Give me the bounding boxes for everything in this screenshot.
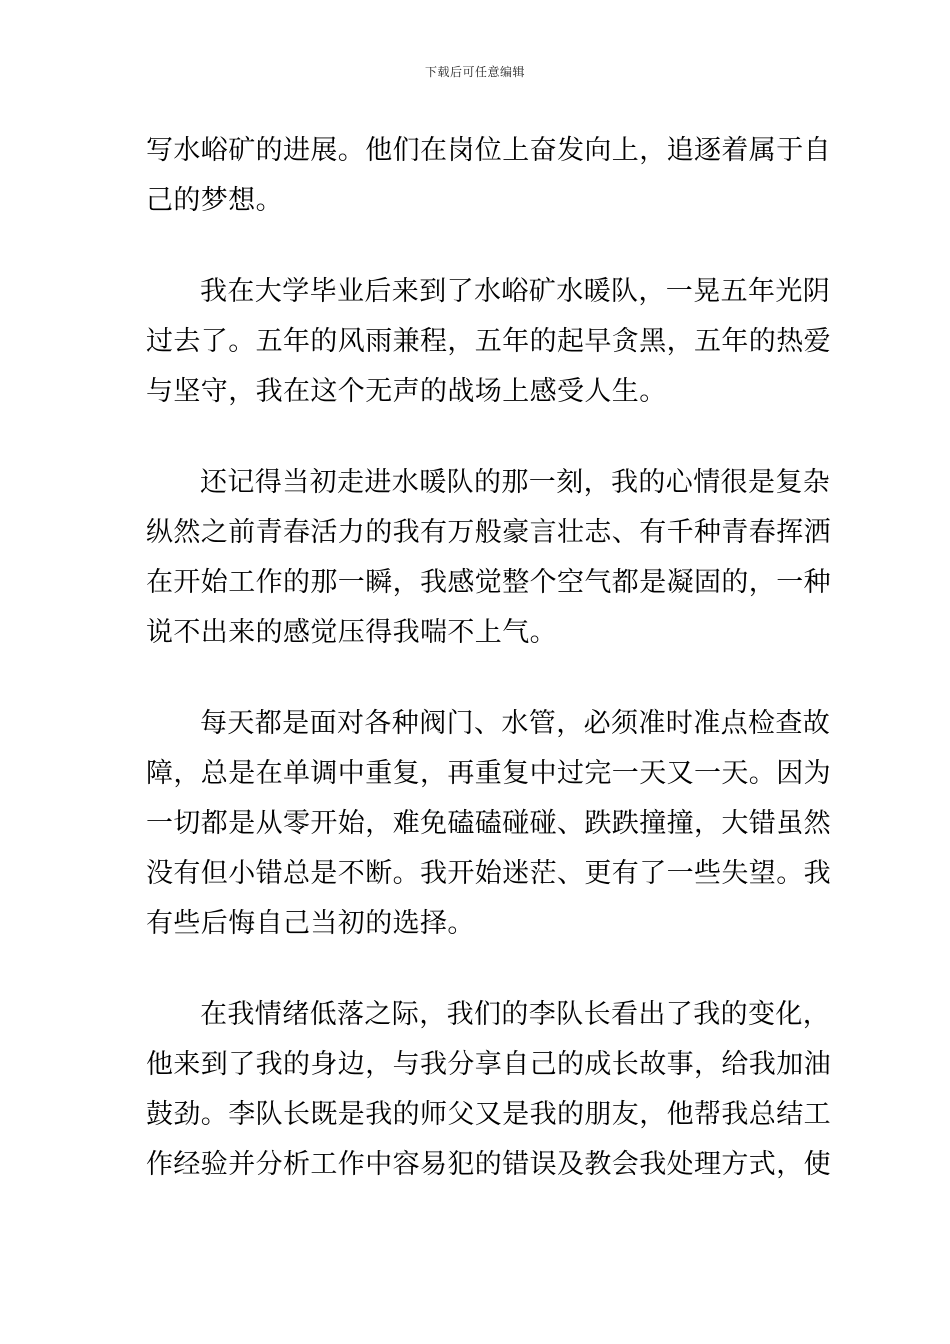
paragraph-gap bbox=[146, 949, 808, 990]
text-line: 没有但小错总是不断。我开始迷茫、更有了一些失望。我 bbox=[146, 858, 831, 889]
paragraph-gap bbox=[146, 658, 808, 699]
paragraph bbox=[146, 458, 831, 658]
text-line: 在我情绪低落之际，我们的李队长看出了我的变化， bbox=[200, 999, 831, 1030]
text-line: 有些后悔自己当初的选择。 bbox=[146, 908, 475, 939]
text-line: 一切都是从零开始，难免磕磕碰碰、跌跌撞撞，大错虽然 bbox=[146, 808, 831, 839]
paragraph bbox=[146, 990, 831, 1190]
text-line: 过去了。五年的风雨兼程，五年的起早贪黑，五年的热爱 bbox=[146, 326, 831, 357]
paragraph bbox=[146, 699, 831, 949]
text-line: 鼓劲。李队长既是我的师父又是我的朋友，他帮我总结工 bbox=[146, 1099, 831, 1130]
text-line: 纵然之前青春活力的我有万般豪言壮志、有千种青春挥洒 bbox=[146, 517, 831, 548]
paragraph-gap bbox=[146, 417, 808, 458]
text-line: 还记得当初走进水暖队的那一刻，我的心情很是复杂 bbox=[200, 467, 831, 498]
text-line: 他来到了我的身边，与我分享自己的成长故事，给我加油 bbox=[146, 1049, 831, 1080]
text-line: 与坚守，我在这个无声的战场上感受人生。 bbox=[146, 376, 667, 407]
page-header: 下载后可任意编辑 bbox=[424, 65, 525, 79]
paragraph-gap bbox=[146, 226, 808, 267]
text-line: 己的梦想。 bbox=[146, 185, 283, 216]
text-line: 我在大学毕业后来到了水峪矿水暖队，一晃五年光阴 bbox=[200, 276, 831, 307]
text-line: 写水峪矿的进展。他们在岗位上奋发向上，追逐着属于自 bbox=[146, 135, 831, 166]
paragraph bbox=[146, 267, 831, 417]
text-line: 在开始工作的那一瞬，我感觉整个空气都是凝固的，一种 bbox=[146, 567, 831, 598]
document-body bbox=[146, 126, 831, 1190]
text-line: 作经验并分析工作中容易犯的错误及教会我处理方式，使 bbox=[146, 1149, 831, 1180]
text-line: 每天都是面对各种阀门、水管，必须准时准点检查故 bbox=[200, 708, 831, 739]
text-line: 说不出来的感觉压得我喘不上气。 bbox=[146, 617, 557, 648]
paragraph bbox=[146, 126, 831, 226]
text-line: 障，总是在单调中重复，再重复中过完一天又一天。因为 bbox=[146, 758, 831, 789]
